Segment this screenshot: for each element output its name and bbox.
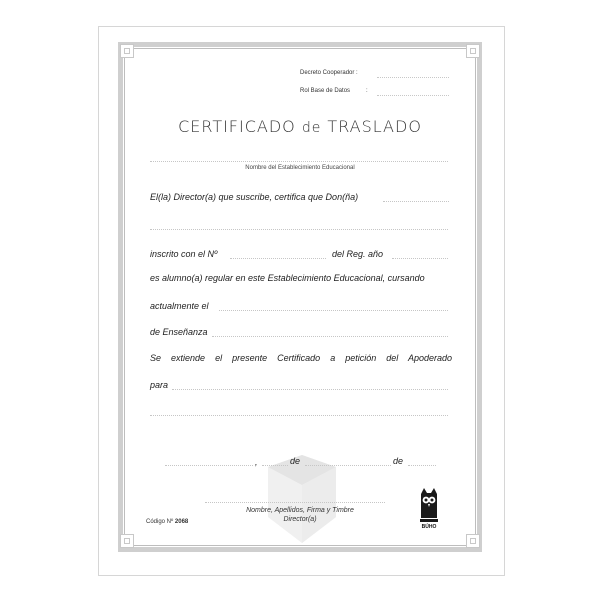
year-field[interactable] [408,465,436,466]
decreto-cooperador-label: Decreto Cooperador : [300,70,358,76]
rol-base-datos-field[interactable] [377,95,449,96]
month-field[interactable] [305,465,391,466]
rol-base-datos-label: Rol Base de Datos [300,88,351,94]
body-line-2-b: del Reg. año [332,249,384,259]
body-line-5: de Enseñanza [150,327,208,337]
body-line-7: para [150,380,169,390]
body-line-1: El(la) Director(a) que suscribe, certifica que Don(ña) [150,192,359,202]
teaching-level-field[interactable] [212,336,448,337]
date-comma: , [255,457,258,467]
title-part-3: TRASLADO [321,117,422,136]
registration-number-field[interactable] [230,258,326,259]
frame-corner-bottom-right [466,534,480,548]
signature-caption-line-1: Nombre, Apellidos, Firma y Timbre [246,507,354,514]
title-part-2: de [301,120,322,136]
purpose-field-2[interactable] [150,415,448,416]
city-field[interactable] [165,465,253,466]
page-title [0,117,600,136]
frame-corner-bottom-left [120,534,134,548]
body-line-2-a: inscrito con el Nº [150,249,218,259]
watermark-emblem [262,455,342,545]
code-label: Código Nº [146,519,174,525]
signature-caption-line-2: Director(a) [283,516,317,523]
body-line-4: actualmente el [150,301,209,311]
code-value: 2068 [174,519,189,525]
frame-corner-top-left [120,44,134,58]
student-name-field-inline[interactable] [383,201,449,202]
body-line-3: es alumno(a) regular en este Establecimiento Educacional, cursando [150,273,425,283]
body-line-6: Se extiende el presente Certificado a petición del Apoderado [150,353,452,363]
registration-year-field[interactable] [392,258,448,259]
current-course-field[interactable] [219,310,448,311]
signature-field[interactable] [205,502,385,503]
date-de-1: de [290,456,301,466]
day-field[interactable] [262,465,288,466]
frame-corner-top-right [466,44,480,58]
logo-brand-text: BÚHO [421,524,437,530]
code-number [146,519,188,525]
student-name-field[interactable] [150,229,448,230]
establishment-caption: Nombre del Establecimiento Educacional [245,165,355,171]
decreto-cooperador-field[interactable] [377,77,449,78]
rol-base-datos-colon: : [366,88,368,94]
owl-icon [418,488,440,524]
establishment-name-field[interactable] [150,161,448,162]
purpose-field[interactable] [172,389,448,390]
date-de-2: de [393,456,404,466]
title-part-1: CERTIFICADO [178,117,302,136]
signature-caption [0,506,600,524]
